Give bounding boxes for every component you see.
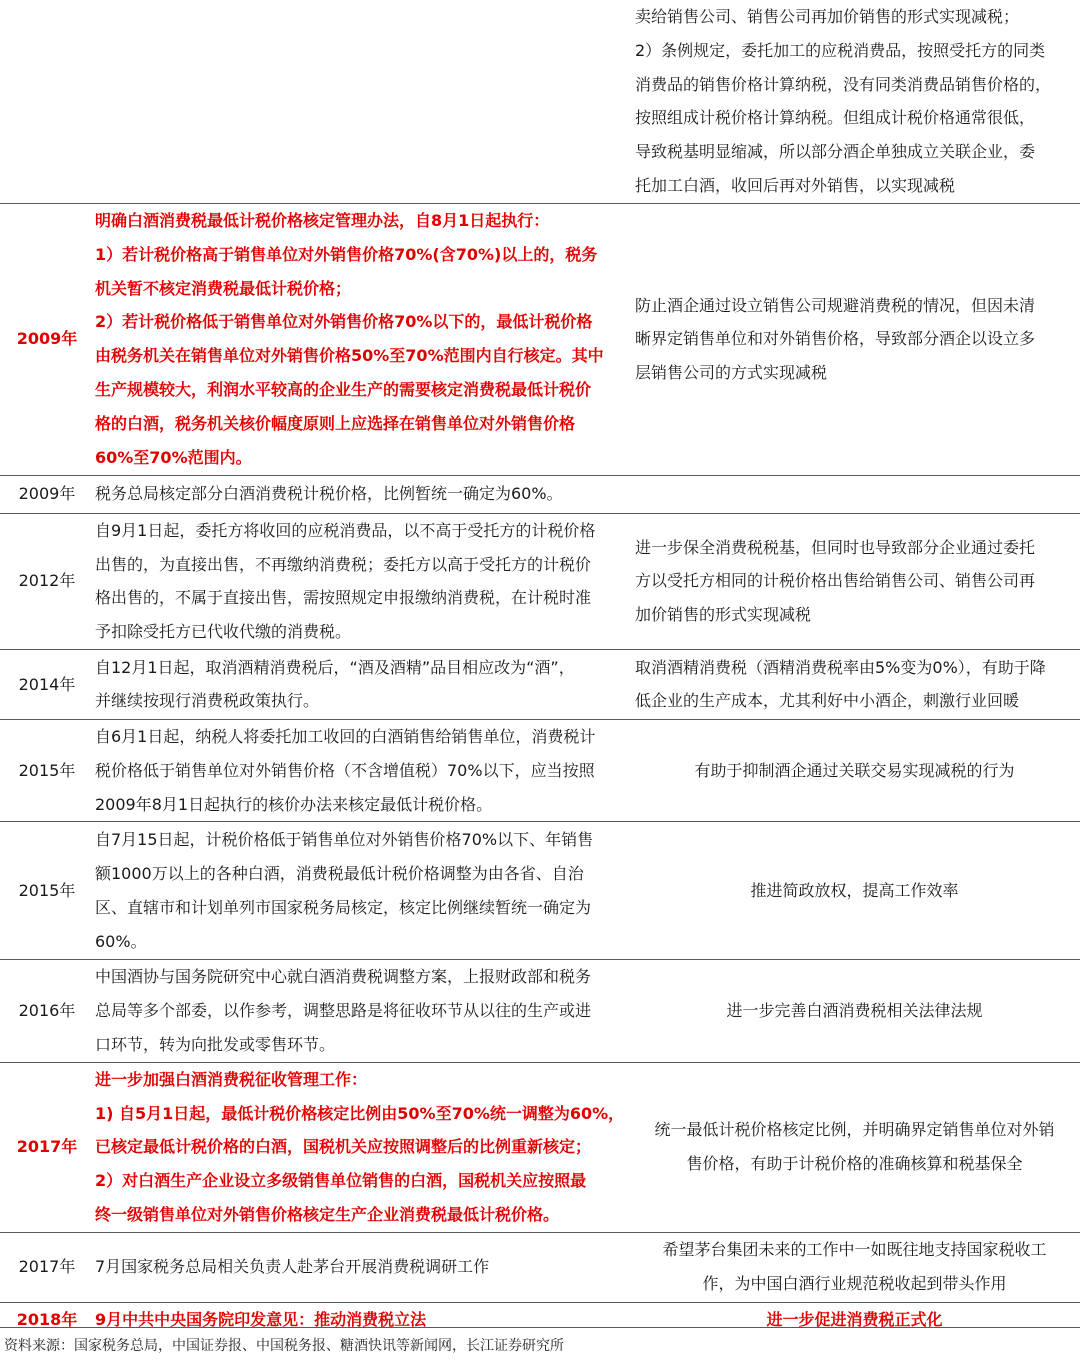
content-line: 自12月1日起，取消酒精消费税后，“酒及酒精”品目相应改为“酒”， [95, 657, 575, 677]
content-line: 自7月15日起，计税价格低于销售单位对外销售价格70%以下、年销售 [95, 830, 594, 850]
table-row [0, 513, 1080, 649]
content-line: 格出售的，不属于直接出售，需按照规定申报缴纳消费税，在计税时准 [95, 588, 592, 608]
content-cell [92, 513, 633, 649]
content-line: 额1000万以上的各种白酒，消费税最低计税价格调整为由各省、自治 [95, 864, 584, 884]
table-row [0, 719, 1080, 821]
effect-line: 层销售公司的方式实现减税 [635, 363, 828, 383]
content-line: 2）对白酒生产企业设立多级销售单位销售的白酒，国税机关应按照最 [95, 1171, 587, 1191]
effect-line: 有助于抑制酒企通过关联交易实现减税的行为 [694, 760, 1015, 780]
content-cell [92, 0, 633, 203]
table-row [0, 960, 1080, 1062]
content-line: 税务总局核定部分白酒消费税计税价格，比例暂统一确定为60%。 [95, 484, 563, 504]
effect-line: 作，为中国白酒行业规范税收起到带头作用 [702, 1274, 1007, 1294]
content-line: 区、直辖市和计划单列市国家税务局核定，核定比例继续暂统一确定为 [95, 897, 592, 917]
table-row [0, 203, 1080, 475]
year-cell: 2009年 [0, 203, 92, 475]
effect-cell [633, 822, 1080, 960]
year-cell: 2009年 [0, 475, 92, 513]
content-line: 由税务机关在销售单位对外销售价格50%至70%范围内自行核定。其中 [95, 346, 604, 366]
year-cell [0, 0, 92, 203]
effect-line: 2）条例规定，委托加工的应税消费品，按照受托方的同类 [635, 40, 1046, 60]
content-cell [92, 960, 633, 1062]
year-cell: 2017年 [0, 1062, 92, 1232]
content-line: 出售的，为直接出售，不再缴纳消费税；委托方以高于受托方的计税价 [95, 554, 592, 574]
effect-line: 导致税基明显缩减，所以部分酒企单独成立关联企业，委 [635, 142, 1036, 162]
effect-line: 托加工白酒，收回后再对外销售，以实现减税 [635, 175, 956, 195]
year-cell: 2015年 [0, 822, 92, 960]
content-cell [92, 1302, 633, 1336]
content-line: 2009年8月1日起执行的核价办法来核定最低计税价格。 [95, 794, 493, 814]
content-line: 予扣除受托方已代收代缴的消费税。 [95, 622, 352, 642]
effect-cell [633, 0, 1080, 203]
year-cell: 2018年 [0, 1302, 92, 1336]
content-line: 7月国家税务总局相关负责人赴茅台开展消费税调研工作 [95, 1257, 490, 1277]
content-line: 1）若计税价格高于销售单位对外销售价格70%(含70%)以上的，税务 [95, 244, 598, 264]
table-row [0, 822, 1080, 960]
effect-line: 低企业的生产成本，尤其利好中小酒企，刺激行业回暖 [635, 691, 1020, 711]
effect-line: 进一步完善白酒消费税相关法律法规 [726, 1001, 983, 1021]
effect-line: 推进简政放权，提高工作效率 [750, 880, 959, 900]
effect-line: 进一步保全消费税税基，但同时也导致部分企业通过委托 [635, 537, 1036, 557]
content-cell [92, 822, 633, 960]
table-row [0, 1062, 1080, 1232]
effect-line: 售价格，有助于计税价格的准确核算和税基保全 [686, 1154, 1023, 1174]
year-cell: 2017年 [0, 1232, 92, 1302]
content-cell [92, 1062, 633, 1232]
content-line: 并继续按现行消费税政策执行。 [95, 691, 320, 711]
effect-cell [633, 475, 1080, 513]
effect-line: 统一最低计税价格核定比例，并明确界定销售单位对外销 [654, 1120, 1055, 1140]
source-note: 资料来源：国家税务总局，中国证券报、中国税务报、糖酒快讯等新闻网，长江证券研究所 [4, 1338, 564, 1354]
content-line: 格的白酒，税务机关核价幅度原则上应选择在销售单位对外销售价格 [95, 413, 576, 433]
table-row [0, 0, 1080, 203]
effect-cell [633, 1232, 1080, 1302]
effect-line: 消费品的销售价格计算纳税，没有同类消费品销售价格的， [635, 74, 1052, 94]
year-cell: 2014年 [0, 649, 92, 719]
effect-line: 方以受托方相同的计税价格出售给销售公司、销售公司再 [635, 571, 1036, 591]
content-line: 已核定最低计税价格的白酒，国税机关应按照调整后的比例重新核定； [95, 1137, 592, 1157]
table-row [0, 475, 1080, 513]
content-cell [92, 475, 633, 513]
content-line: 终一级销售单位对外销售价格核定生产企业消费税最低计税价格。 [95, 1204, 560, 1224]
effect-cell [633, 1062, 1080, 1232]
effect-line: 进一步促进消费税正式化 [766, 1309, 943, 1329]
effect-cell [633, 203, 1080, 475]
effect-line: 晰界定销售单位和对外销售价格，导致部分酒企以设立多 [635, 329, 1036, 349]
source-divider [0, 1327, 1080, 1328]
effect-line: 希望茅台集团未来的工作中一如既往地支持国家税收工 [662, 1240, 1047, 1260]
content-line: 自6月1日起，纳税人将委托加工收回的白酒销售给销售单位，消费税计 [95, 726, 596, 746]
effect-line: 卖给销售公司、销售公司再加价销售的形式实现减税； [635, 7, 1020, 26]
content-line: 口环节，转为向批发或零售环节。 [95, 1034, 336, 1054]
content-line: 自9月1日起，委托方将收回的应税消费品，以不高于受托方的计税价格 [95, 520, 596, 540]
effect-line: 取消酒精消费税（酒精消费税率由5%变为0%），有助于降 [635, 657, 1046, 677]
content-line: 生产规模较大，利润水平较高的企业生产的需要核定消费税最低计税价 [95, 380, 592, 400]
effect-cell [633, 1302, 1080, 1336]
content-cell [92, 649, 633, 719]
content-line: 1) 自5月1日起，最低计税价格核定比例由50%至70%统一调整为60%， [95, 1103, 625, 1123]
content-line: 总局等多个部委，以作参考，调整思路是将征收环节从以往的生产或进 [95, 1001, 592, 1021]
content-line: 税价格低于销售单位对外销售价格（不含增值税）70%以下，应当按照 [95, 760, 595, 780]
content-cell [92, 719, 633, 821]
table-row [0, 649, 1080, 719]
content-line: 进一步加强白酒消费税征收管理工作： [95, 1069, 368, 1089]
content-line: 60%至70%范围内。 [95, 447, 252, 467]
effect-cell [633, 960, 1080, 1062]
effect-cell [633, 719, 1080, 821]
effect-cell [633, 513, 1080, 649]
content-line: 机关暂不核定消费税最低计税价格； [95, 278, 352, 298]
content-line: 中国酒协与国务院研究中心就白酒消费税调整方案，上报财政部和税务 [95, 967, 592, 987]
effect-cell [633, 649, 1080, 719]
content-line: 9月中共中央国务院印发意见：推动消费税立法 [95, 1309, 427, 1329]
effect-line: 防止酒企通过设立销售公司规避消费税的情况，但因未清 [635, 295, 1036, 315]
content-cell [92, 203, 633, 475]
year-cell: 2015年 [0, 719, 92, 821]
content-line: 60%。 [95, 931, 147, 951]
table-row [0, 1232, 1080, 1302]
table-row [0, 1302, 1080, 1336]
year-cell: 2012年 [0, 513, 92, 649]
year-cell: 2016年 [0, 960, 92, 1062]
effect-line: 加价销售的形式实现减税 [635, 605, 812, 625]
content-cell [92, 1232, 633, 1302]
content-line: 明确白酒消费税最低计税价格核定管理办法，自8月1日起执行： [95, 211, 550, 231]
content-line: 2）若计税价格低于销售单位对外销售价格70%以下的，最低计税价格 [95, 312, 593, 332]
effect-line: 按照组成计税价格计算纳税。但组成计税价格通常很低， [635, 108, 1036, 128]
